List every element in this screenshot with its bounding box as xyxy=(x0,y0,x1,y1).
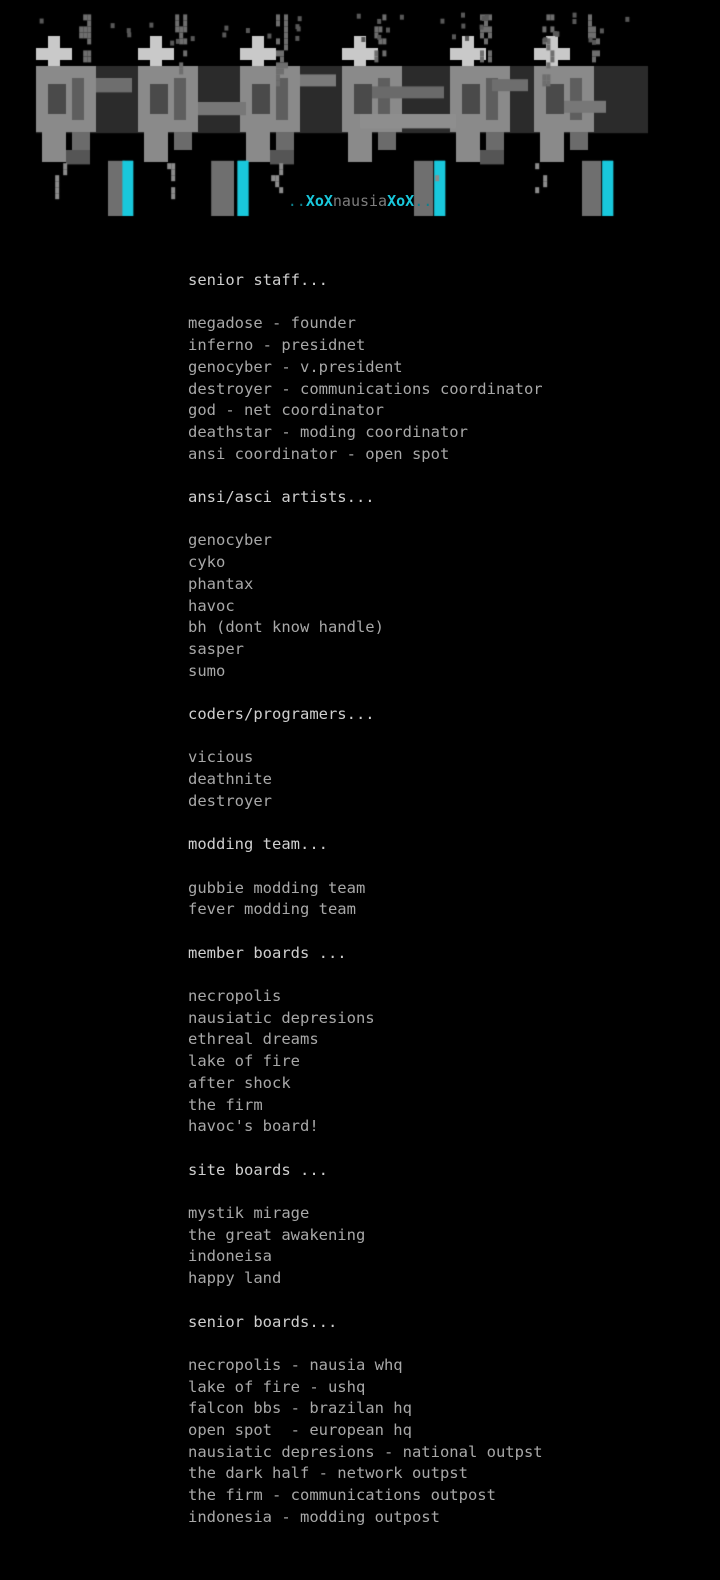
list-item: bh (dont know handle) xyxy=(188,618,384,637)
list-item: destroyer xyxy=(188,791,272,810)
section xyxy=(188,943,720,1160)
list-item: sasper xyxy=(188,639,244,658)
ansi-art-canvas xyxy=(0,0,720,258)
list-item: the great awakening xyxy=(188,1225,366,1244)
section-heading: modding team... xyxy=(188,835,328,854)
list-item: necropolis xyxy=(188,987,282,1006)
list-item: cyko xyxy=(188,553,226,572)
section-gap xyxy=(188,509,720,531)
list-item: nausiatic depresions xyxy=(188,1008,375,1027)
section-trailing-gap xyxy=(188,1290,720,1312)
section-trailing-gap xyxy=(188,813,720,835)
section-gap xyxy=(188,856,720,878)
member-list-document xyxy=(0,258,720,1580)
tagline-xox-left: XoX xyxy=(305,192,333,210)
list-item: nausiatic depresions - national outpst xyxy=(188,1442,543,1461)
section-heading: member boards ... xyxy=(188,943,347,962)
group-tagline xyxy=(0,192,720,210)
list-item: lake of fire - ushq xyxy=(188,1377,366,1396)
list-item: falcon bbs - brazilan hq xyxy=(188,1399,412,1418)
list-item: indoneisa xyxy=(188,1247,272,1266)
section xyxy=(188,1160,720,1312)
list-item: fever modding team xyxy=(188,900,356,919)
list-item: genocyber - v.president xyxy=(188,357,403,376)
list-item: deathstar - moding coordinator xyxy=(188,422,468,441)
section-gap xyxy=(188,726,720,748)
tagline-left-dots: .. xyxy=(287,192,306,210)
tagline-group-name: nausia xyxy=(332,192,388,210)
list-item: the firm - communications outpost xyxy=(188,1486,496,1505)
section-gap xyxy=(188,1181,720,1203)
list-item: happy land xyxy=(188,1269,282,1288)
section-heading: senior boards... xyxy=(188,1312,338,1331)
list-item: inferno - presidnet xyxy=(188,336,366,355)
list-item: lake of fire xyxy=(188,1052,300,1071)
tagline-xox-right: XoX xyxy=(387,192,415,210)
list-item: genocyber xyxy=(188,531,272,550)
list-item: phantax xyxy=(188,574,254,593)
section-gap xyxy=(188,1333,720,1355)
ansi-logo-banner xyxy=(0,0,720,258)
section xyxy=(188,270,720,487)
section xyxy=(188,1312,720,1551)
list-item: havoc's board! xyxy=(188,1117,319,1136)
list-item: deathnite xyxy=(188,770,272,789)
section-heading: site boards ... xyxy=(188,1160,328,1179)
section-gap xyxy=(188,292,720,314)
tagline-right-dots: .. xyxy=(414,192,433,210)
section xyxy=(188,704,720,834)
section-heading: ansi/asci artists... xyxy=(188,488,375,506)
list-item: destroyer - communications coordinator xyxy=(188,379,543,398)
list-item: the dark half - network outpst xyxy=(188,1464,468,1483)
section-heading: senior staff... xyxy=(188,271,328,289)
list-item: open spot - european hq xyxy=(188,1421,412,1440)
section-trailing-gap xyxy=(188,1529,720,1551)
section-trailing-gap xyxy=(188,921,720,943)
section-gap xyxy=(188,964,720,986)
section-trailing-gap xyxy=(188,682,720,704)
section xyxy=(188,487,720,704)
list-item: sumo xyxy=(188,661,226,680)
list-item: ansi coordinator - open spot xyxy=(188,444,450,463)
list-item: megadose - founder xyxy=(188,314,356,333)
section-trailing-gap xyxy=(188,1138,720,1160)
list-item: god - net coordinator xyxy=(188,401,384,420)
section-trailing-gap xyxy=(188,465,720,487)
list-item: havoc xyxy=(188,596,235,615)
list-item: the firm xyxy=(188,1095,263,1114)
list-item: gubbie modding team xyxy=(188,878,366,897)
list-item: necropolis - nausia whq xyxy=(188,1355,403,1374)
list-item: vicious xyxy=(188,748,254,767)
list-item: ethreal dreams xyxy=(188,1030,319,1049)
list-item: mystik mirage xyxy=(188,1204,310,1223)
list-item: indonesia - modding outpost xyxy=(188,1507,440,1526)
list-item: after shock xyxy=(188,1073,291,1092)
section-heading: coders/programers... xyxy=(188,705,375,723)
section xyxy=(188,834,720,942)
